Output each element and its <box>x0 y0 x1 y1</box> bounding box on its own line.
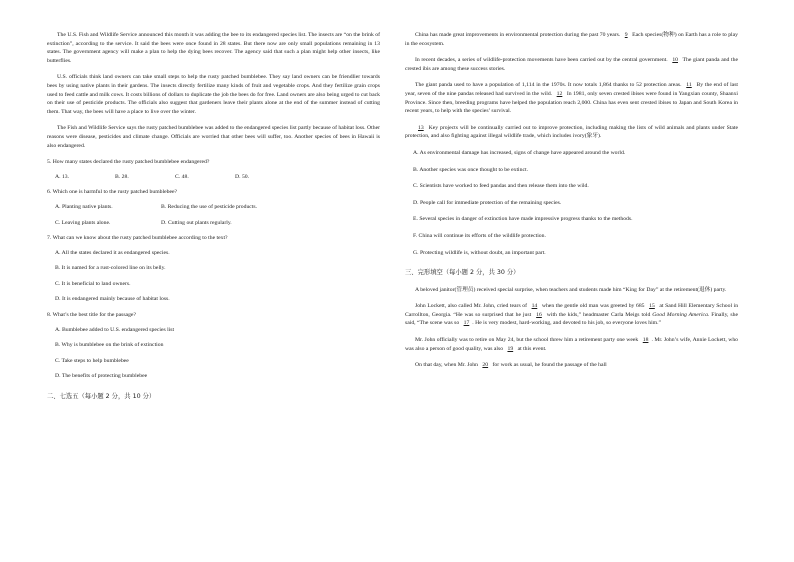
blank-17: 17 <box>463 320 470 327</box>
blank-10: 10 <box>672 57 678 64</box>
option-d: D. It is endangered mainly because of habitat loss. <box>55 296 170 303</box>
cloze-paragraph: A beloved janitor(管理员) received special surprise, when teachers and students made him “King for Day” at the retirement(退休) party. <box>415 286 727 293</box>
cloze-paragraph: Mr. John officially was to retire on May 24, but the school threw him a retirement party one week 18 . Mr. John’s wife, Annie Lockett, who was also a person of good quality, was also 19 at this event. <box>405 337 739 352</box>
passage-paragraph: The U.S. Fish and Wildlife Service announced this month it was adding the bee to its endangered species list. The insects are “on the brink of extinction”, according to the service. It said the bees were once found in 28 states. But there now are only small populations remaining in 13 states. The government agency will make a plan to help the dying bees recover. The agency said that such a plan might help other insects, like butterflies. <box>47 32 380 64</box>
question-5: 5. How many states declared the rusty patched bumblebee endangered? <box>47 159 210 166</box>
passage-paragraph: The Fish and Wildlife Service says the rusty patched bumblebee was added to the endangered species list partly because of habitat loss. Other reasons were disease, pesticides and climate change. Officials are worried that other bees will suffer, too. Another species of bees in Hawaii is also endangered. <box>47 125 380 149</box>
option-b: B. Reducing the use of pesticide products. <box>161 203 258 210</box>
cloze-paragraph: John Lockett, also called Mr. John, cried tears of 14 when the gentle old man was greeted by 685 15 at Sand Hill Elementary School in Carrollton, Georgia. “He was so surprised that he just 16 with the kids,” headmaster Carla Meigs told Good Morning America. Finally, she said, “The scene was so 17 . He is very modest, hard-working, and devoted to his job, so everyone loves him.” <box>405 303 739 327</box>
blank-16: 16 <box>536 311 542 318</box>
passage-paragraph: The giant panda used to have a population of 1,114 in the 1970s. It now totals 1,864 thanks to 52 protection areas. 11 By the end of last year, seven of the nine pandas released had survived in the wild. 12 In 1981, only seven crested ibises were found in Yangxian county, Shaanxi Province. Since then, breeding programs have helped the population reach 2,000. China has even sent crested ibises to Japan and South Korea in recent years, to help with the species’ survival. <box>405 82 739 115</box>
option-c: C. It is beneficial to land owners. <box>55 280 131 287</box>
right-column <box>405 31 738 378</box>
option-c: C. Leaving plants alone. <box>55 219 111 226</box>
passage-paragraph: In recent decades, a series of wildlife-protection movements have been carried out by the central government. 10 The giant panda and the crested ibis are among these success stories. <box>405 57 738 72</box>
option-c: C. 48. <box>175 173 189 180</box>
question-6: 6. Which one is harmful to the rusty patched bumblebee? <box>47 189 178 196</box>
blank-13: 13 <box>418 124 424 131</box>
question-6-options-row1 <box>55 203 380 212</box>
question-7: 7. What can we know about the rusty patched bumblebee according to the text? <box>47 235 228 242</box>
choice-g: G. Protecting wildlife is, without doubt, an important part. <box>413 249 546 256</box>
publication-title: Good Morning America <box>652 311 708 318</box>
choice-f: F. China will continue its efforts of the wildlife protection. <box>413 232 546 239</box>
option-a: A. All the states declared it as endangered species. <box>55 249 170 256</box>
passage-paragraph: U.S. officials think land owners can take small steps to help the rusty patched bumblebee. They say land owners can be friendlier towards bees by using native plants in their gardens. The insects directly fertilize many kinds of fruit and vegetable crops. And they fertilize grain crops used to feed cattle and milk cows. It costs billions of dollars to duplicate the job the bees do for free. Land owners are also being urged to cut back on their use of pesticide products. The officials also suggest that gardeners leave their plants alone at the end of the summer instead of cutting them. That way, the bees will have a place to live over the winter. <box>47 74 380 115</box>
section-two-heading: 二、七选五（每小题 2 分，共 10 分） <box>47 393 156 401</box>
choice-c: C. Scientists have worked to feed pandas and then release them into the wild. <box>413 183 589 190</box>
blank-14: 14 <box>531 303 538 310</box>
choice-b: B. Another species was once thought to be extinct. <box>413 166 528 173</box>
blank-15: 15 <box>649 303 655 310</box>
option-a: A. Bumblebee added to U.S. endangered species list <box>55 326 175 333</box>
passage-paragraph: 13 Key projects will be continually carried out to improve protection, including making the lists of wild animals and plants under State protection, and also fighting against illegal wildlife trade, which includes ivory(象牙). <box>405 124 739 140</box>
blank-11: 11 <box>686 82 692 89</box>
option-a: A. 13. <box>55 173 70 180</box>
option-b: B. Why is bumblebee on the brink of extinction <box>55 342 164 349</box>
blank-20: 20 <box>482 362 489 369</box>
blank-19: 19 <box>507 345 514 352</box>
option-a: A. Planting native plants. <box>55 203 113 210</box>
left-column <box>47 31 380 402</box>
blank-9: 9 <box>624 32 628 38</box>
option-d: D. 50. <box>235 173 250 180</box>
option-b: B. 28. <box>115 173 129 180</box>
cloze-paragraph: On that day, when Mr. John 20 for work as usual, he found the passage of the hall <box>415 362 607 369</box>
blank-18: 18 <box>642 337 649 344</box>
section-three-heading: 三、完形填空（每小题 2 分，共 30 分） <box>405 269 520 277</box>
choice-a: A. As environmental damage has increased, signs of change have appeared around the world. <box>413 149 626 156</box>
question-5-options <box>55 173 380 182</box>
passage-paragraph: China has made great improvements in environmental protection during the past 70 years. 9 Each species(物种) on Earth has a role to play in the ecosystem. <box>405 32 739 47</box>
choice-d: D. People call for immediate protection of the remaining species. <box>413 199 562 206</box>
option-d: D. Cutting out plants regularly. <box>161 219 232 226</box>
blank-12: 12 <box>556 90 563 97</box>
option-b: B. It is named for a rust-colored line on its belly. <box>55 265 166 272</box>
question-8: 8. What’s the best title for the passage? <box>47 312 136 319</box>
option-c: C. Take steps to help bumblebee <box>55 357 129 364</box>
question-6-options-row2 <box>55 219 380 228</box>
choice-e: E. Several species in danger of extinction have made impressive progress thanks to the methods. <box>413 216 633 223</box>
option-d: D. The benefits of protecting bumblebee <box>55 373 148 380</box>
